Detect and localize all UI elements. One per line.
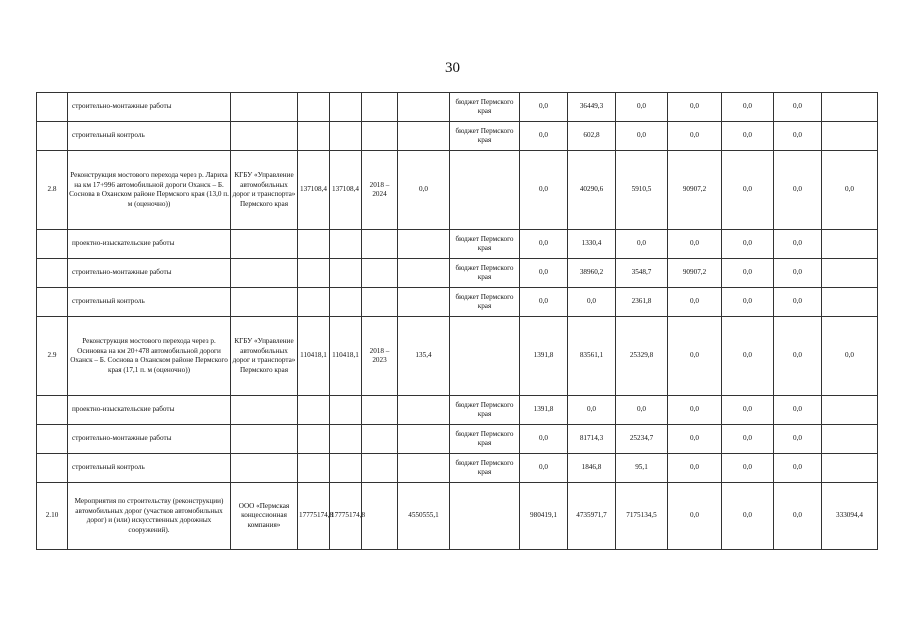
cost-2-cell	[330, 454, 362, 483]
total-cost-cell	[398, 259, 450, 288]
budget-table	[36, 92, 878, 550]
table-row	[37, 151, 878, 230]
table-row	[37, 396, 878, 425]
executor-cell	[231, 454, 298, 483]
row-number-cell	[37, 122, 68, 151]
value-6-cell: 0,0	[774, 259, 822, 288]
value-3-cell: 0,0	[616, 93, 668, 122]
page-number: 30	[445, 60, 460, 76]
funding-source-cell: бюджет Пермского края	[450, 230, 520, 259]
value-6-cell: 0,0	[774, 122, 822, 151]
funding-source-cell	[450, 317, 520, 396]
value-4-cell: 0,0	[668, 317, 722, 396]
table-row	[37, 483, 878, 550]
value-5-cell: 0,0	[722, 151, 774, 230]
funding-source-cell: бюджет Пермского края	[450, 288, 520, 317]
funding-source-cell: бюджет Пермского края	[450, 425, 520, 454]
value-3-cell: 0,0	[616, 230, 668, 259]
value-1-cell: 980419,1	[520, 483, 568, 550]
funding-source-cell: бюджет Пермского края	[450, 93, 520, 122]
value-4-cell: 90907,2	[668, 151, 722, 230]
table-row	[37, 425, 878, 454]
cost-2-cell: 110418,1	[330, 317, 362, 396]
value-1-cell: 1391,8	[520, 317, 568, 396]
value-7-cell	[822, 454, 878, 483]
funding-source-cell	[450, 151, 520, 230]
value-6-cell: 0,0	[774, 425, 822, 454]
cost-1-cell	[298, 288, 330, 317]
table-row	[37, 259, 878, 288]
value-4-cell: 90907,2	[668, 259, 722, 288]
value-6-cell: 0,0	[774, 230, 822, 259]
executor-cell	[231, 259, 298, 288]
row-number-cell	[37, 288, 68, 317]
measure-name-cell: проектно-изыскательские работы	[68, 396, 231, 425]
period-cell	[362, 483, 398, 550]
value-4-cell: 0,0	[668, 93, 722, 122]
executor-cell	[231, 396, 298, 425]
value-2-cell: 1330,4	[568, 230, 616, 259]
funding-source-cell	[450, 483, 520, 550]
value-3-cell: 5910,5	[616, 151, 668, 230]
row-number-cell	[37, 454, 68, 483]
cost-1-cell	[298, 230, 330, 259]
executor-cell	[231, 122, 298, 151]
total-cost-cell: 4550555,1	[398, 483, 450, 550]
measure-name-cell: Реконструкция мостового перехода через р. Лариха на км 17+996 автомобильной дороги Оханск – Б. Соснова в Оханском районе Пермского края (13,0 п. м (оценочно))	[68, 151, 231, 230]
value-1-cell: 0,0	[520, 454, 568, 483]
value-6-cell: 0,0	[774, 483, 822, 550]
value-3-cell: 95,1	[616, 454, 668, 483]
executor-cell	[231, 288, 298, 317]
cost-2-cell	[330, 288, 362, 317]
total-cost-cell: 0,0	[398, 151, 450, 230]
value-4-cell: 0,0	[668, 396, 722, 425]
period-cell: 2018 – 2024	[362, 151, 398, 230]
value-2-cell: 602,8	[568, 122, 616, 151]
measure-name-cell: строительно-монтажные работы	[68, 93, 231, 122]
value-5-cell: 0,0	[722, 259, 774, 288]
value-2-cell: 38960,2	[568, 259, 616, 288]
value-2-cell: 83561,1	[568, 317, 616, 396]
value-7-cell: 0,0	[822, 151, 878, 230]
value-6-cell: 0,0	[774, 288, 822, 317]
table-row	[37, 230, 878, 259]
value-2-cell: 0,0	[568, 396, 616, 425]
table-row	[37, 288, 878, 317]
period-cell	[362, 259, 398, 288]
cost-1-cell	[298, 454, 330, 483]
value-6-cell: 0,0	[774, 93, 822, 122]
total-cost-cell: 135,4	[398, 317, 450, 396]
value-2-cell: 4735971,7	[568, 483, 616, 550]
executor-cell: КГБУ «Управление автомобильных дорог и транспорта» Пермского края	[231, 317, 298, 396]
value-5-cell: 0,0	[722, 230, 774, 259]
value-1-cell: 0,0	[520, 288, 568, 317]
value-7-cell: 0,0	[822, 317, 878, 396]
value-1-cell: 0,0	[520, 259, 568, 288]
cost-1-cell	[298, 425, 330, 454]
value-2-cell: 36449,3	[568, 93, 616, 122]
cost-2-cell	[330, 396, 362, 425]
row-number-cell	[37, 425, 68, 454]
row-number-cell: 2.8	[37, 151, 68, 230]
value-5-cell: 0,0	[722, 454, 774, 483]
value-6-cell: 0,0	[774, 317, 822, 396]
value-5-cell: 0,0	[722, 317, 774, 396]
value-7-cell	[822, 288, 878, 317]
period-cell	[362, 230, 398, 259]
value-4-cell: 0,0	[668, 288, 722, 317]
value-3-cell: 25329,8	[616, 317, 668, 396]
value-5-cell: 0,0	[722, 425, 774, 454]
row-number-cell: 2.10	[37, 483, 68, 550]
measure-name-cell: строительно-монтажные работы	[68, 259, 231, 288]
value-4-cell: 0,0	[668, 230, 722, 259]
value-4-cell: 0,0	[668, 122, 722, 151]
value-4-cell: 0,0	[668, 425, 722, 454]
value-4-cell: 0,0	[668, 454, 722, 483]
funding-source-cell: бюджет Пермского края	[450, 454, 520, 483]
funding-source-cell: бюджет Пермского края	[450, 122, 520, 151]
executor-cell	[231, 425, 298, 454]
cost-1-cell: 110418,1	[298, 317, 330, 396]
total-cost-cell	[398, 454, 450, 483]
measure-name-cell: строительно-монтажные работы	[68, 425, 231, 454]
value-6-cell: 0,0	[774, 454, 822, 483]
cost-1-cell: 17775174,8	[298, 483, 330, 550]
period-cell: 2018 – 2023	[362, 317, 398, 396]
value-2-cell: 40290,6	[568, 151, 616, 230]
total-cost-cell	[398, 122, 450, 151]
table-row	[37, 454, 878, 483]
value-4-cell: 0,0	[668, 483, 722, 550]
cost-2-cell	[330, 93, 362, 122]
value-1-cell: 1391,8	[520, 396, 568, 425]
measure-name-cell: строительный контроль	[68, 288, 231, 317]
value-2-cell: 81714,3	[568, 425, 616, 454]
measure-name-cell: строительный контроль	[68, 122, 231, 151]
value-3-cell: 0,0	[616, 396, 668, 425]
table-row	[37, 317, 878, 396]
measure-name-cell: Реконструкция мостового перехода через р. Осиновка на км 20+478 автомобильной дороги Оханск – Б. Соснова в Оханском районе Пермского края (17,1 п. м (оценочно))	[68, 317, 231, 396]
row-number-cell	[37, 230, 68, 259]
period-cell	[362, 454, 398, 483]
value-6-cell: 0,0	[774, 151, 822, 230]
executor-cell	[231, 230, 298, 259]
value-3-cell: 0,0	[616, 122, 668, 151]
value-7-cell	[822, 396, 878, 425]
cost-1-cell	[298, 259, 330, 288]
period-cell	[362, 396, 398, 425]
value-3-cell: 2361,8	[616, 288, 668, 317]
value-7-cell	[822, 230, 878, 259]
value-7-cell	[822, 259, 878, 288]
value-5-cell: 0,0	[722, 483, 774, 550]
period-cell	[362, 288, 398, 317]
cost-1-cell: 137108,4	[298, 151, 330, 230]
value-7-cell	[822, 93, 878, 122]
executor-cell: ООО «Пермская концессионная компания»	[231, 483, 298, 550]
total-cost-cell	[398, 230, 450, 259]
value-7-cell	[822, 425, 878, 454]
cost-2-cell	[330, 425, 362, 454]
cost-2-cell	[330, 230, 362, 259]
value-5-cell: 0,0	[722, 288, 774, 317]
row-number-cell: 2.9	[37, 317, 68, 396]
period-cell	[362, 425, 398, 454]
funding-source-cell: бюджет Пермского края	[450, 259, 520, 288]
total-cost-cell	[398, 288, 450, 317]
total-cost-cell	[398, 93, 450, 122]
value-1-cell: 0,0	[520, 122, 568, 151]
value-3-cell: 7175134,5	[616, 483, 668, 550]
period-cell	[362, 93, 398, 122]
period-cell	[362, 122, 398, 151]
cost-2-cell	[330, 259, 362, 288]
value-7-cell	[822, 122, 878, 151]
value-1-cell: 0,0	[520, 151, 568, 230]
cost-1-cell	[298, 122, 330, 151]
value-5-cell: 0,0	[722, 396, 774, 425]
cost-2-cell: 17775174,8	[330, 483, 362, 550]
value-3-cell: 25234,7	[616, 425, 668, 454]
total-cost-cell	[398, 396, 450, 425]
executor-cell	[231, 93, 298, 122]
cost-1-cell	[298, 396, 330, 425]
value-1-cell: 0,0	[520, 93, 568, 122]
table-row	[37, 93, 878, 122]
value-7-cell: 333094,4	[822, 483, 878, 550]
value-5-cell: 0,0	[722, 93, 774, 122]
cost-2-cell	[330, 122, 362, 151]
value-6-cell: 0,0	[774, 396, 822, 425]
funding-source-cell: бюджет Пермского края	[450, 396, 520, 425]
value-3-cell: 3548,7	[616, 259, 668, 288]
row-number-cell	[37, 396, 68, 425]
measure-name-cell: строительный контроль	[68, 454, 231, 483]
value-1-cell: 0,0	[520, 230, 568, 259]
table-row	[37, 122, 878, 151]
value-1-cell: 0,0	[520, 425, 568, 454]
row-number-cell	[37, 93, 68, 122]
row-number-cell	[37, 259, 68, 288]
measure-name-cell: проектно-изыскательские работы	[68, 230, 231, 259]
value-2-cell: 0,0	[568, 288, 616, 317]
value-2-cell: 1846,8	[568, 454, 616, 483]
measure-name-cell: Мероприятия по строительству (реконструкции) автомобильных дорог (участков автомобильных дорог) и (или) искусственных дорожных сооружений).	[68, 483, 231, 550]
cost-2-cell: 137108,4	[330, 151, 362, 230]
value-5-cell: 0,0	[722, 122, 774, 151]
executor-cell: КГБУ «Управление автомобильных дорог и транспорта» Пермского края	[231, 151, 298, 230]
cost-1-cell	[298, 93, 330, 122]
total-cost-cell	[398, 425, 450, 454]
